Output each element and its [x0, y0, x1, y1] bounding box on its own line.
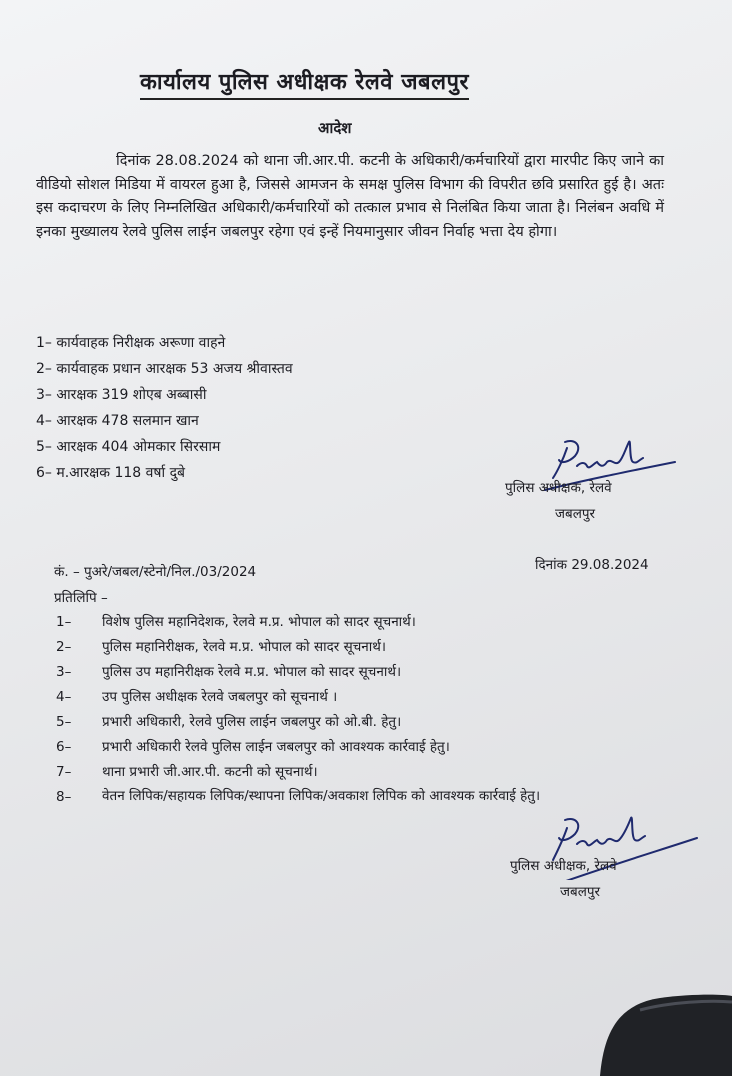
list-item: 5– आरक्षक 404 ओमकार सिरसाम — [36, 439, 221, 455]
list-item: 2– कार्यवाहक प्रधान आरक्षक 53 अजय श्रीवास्तव — [36, 361, 293, 377]
item-text: प्रभारी अधिकारी रेलवे पुलिस लाईन जबलपुर को आवश्यक कार्रवाई हेतु। — [102, 739, 450, 755]
item-number: 2– — [56, 639, 72, 655]
item-text: थाना प्रभारी जी.आर.पी. कटनी को सूचनार्थ। — [102, 764, 318, 780]
list-item: 3– आरक्षक 319 शोएब अब्बासी — [36, 387, 207, 403]
item-number: 7– — [56, 764, 72, 780]
suspended-officers-list — [36, 330, 293, 486]
list-item: 1– कार्यवाहक निरीक्षक अरूणा वाहने — [36, 335, 226, 351]
item-number: 3– — [56, 664, 72, 680]
signatory-city: जबलपुर — [555, 506, 596, 522]
item-text: उप पुलिस अधीक्षक रेलवे जबलपुर को सूचनार्थ । — [102, 689, 338, 705]
order-date: दिनांक 29.08.2024 — [535, 557, 649, 573]
signature-block-2 — [505, 800, 705, 910]
signatory-title: पुलिस अधीक्षक, रेलवे — [505, 480, 612, 496]
item-text: पुलिस महानिरीक्षक, रेलवे म.प्र. भोपाल को सादर सूचनार्थ। — [102, 639, 386, 655]
item-text: प्रभारी अधिकारी, रेलवे पुलिस लाईन जबलपुर को ओ.बी. हेतु। — [102, 714, 402, 730]
item-number: 1– — [56, 614, 72, 630]
item-number: 4– — [56, 689, 72, 705]
pen-object-icon — [600, 990, 732, 1076]
reference-number: कं. – पुअरे/जबल/स्टेनो/निल./03/2024 — [54, 564, 257, 580]
signature-block-1 — [505, 420, 685, 530]
office-title: कार्यालय पुलिस अधीक्षक रेलवे जबलपुर — [140, 66, 469, 100]
item-text: वेतन लिपिक/सहायक लिपिक/स्थापना लिपिक/अवकाश लिपिक को आवश्यक कार्रवाई हेतु। — [102, 788, 541, 804]
item-number: 6– — [56, 739, 72, 755]
copy-to-label: प्रतिलिपि – — [54, 590, 108, 606]
order-paragraph: दिनांक 28.08.2024 को थाना जी.आर.पी. कटनी के अधिकारी/कर्मचारियों द्वारा मारपीट किए जाने का वीडियो सोशल मिडिया में वायरल हुआ है, जिससे आमजन के समक्ष पुलिस विभाग की विपरीत छवि प्रसारित हुई है। अतः इस कदाचरण के लिए निम्नलिखित अधिकारी/कर्मचारियों को तत्काल प्रभाव से निलंबित किया जाता है। निलंबन अवधि में इनका मुख्यालय रेलवे पुलिस लाईन जबलपुर रहेगा एवं इन्हें नियमानुसार जीवन निर्वाह भत्ता देय होगा। — [36, 153, 664, 240]
item-number: 8– — [56, 789, 72, 805]
list-item: 6– म.आरक्षक 118 वर्षा दुबे — [36, 465, 186, 481]
order-heading: आदेश — [318, 119, 352, 137]
item-number: 5– — [56, 714, 72, 730]
list-item: 4– आरक्षक 478 सलमान खान — [36, 413, 199, 429]
signatory-title: पुलिस अधीक्षक, रेलवे — [510, 858, 617, 874]
item-text: विशेष पुलिस महानिदेशक, रेलवे म.प्र. भोपाल को सादर सूचनार्थ। — [102, 614, 416, 630]
signatory-city: जबलपुर — [560, 884, 601, 900]
item-text: पुलिस उप महानिरीक्षक रेलवे म.प्र. भोपाल को सादर सूचनार्थ। — [102, 664, 402, 680]
